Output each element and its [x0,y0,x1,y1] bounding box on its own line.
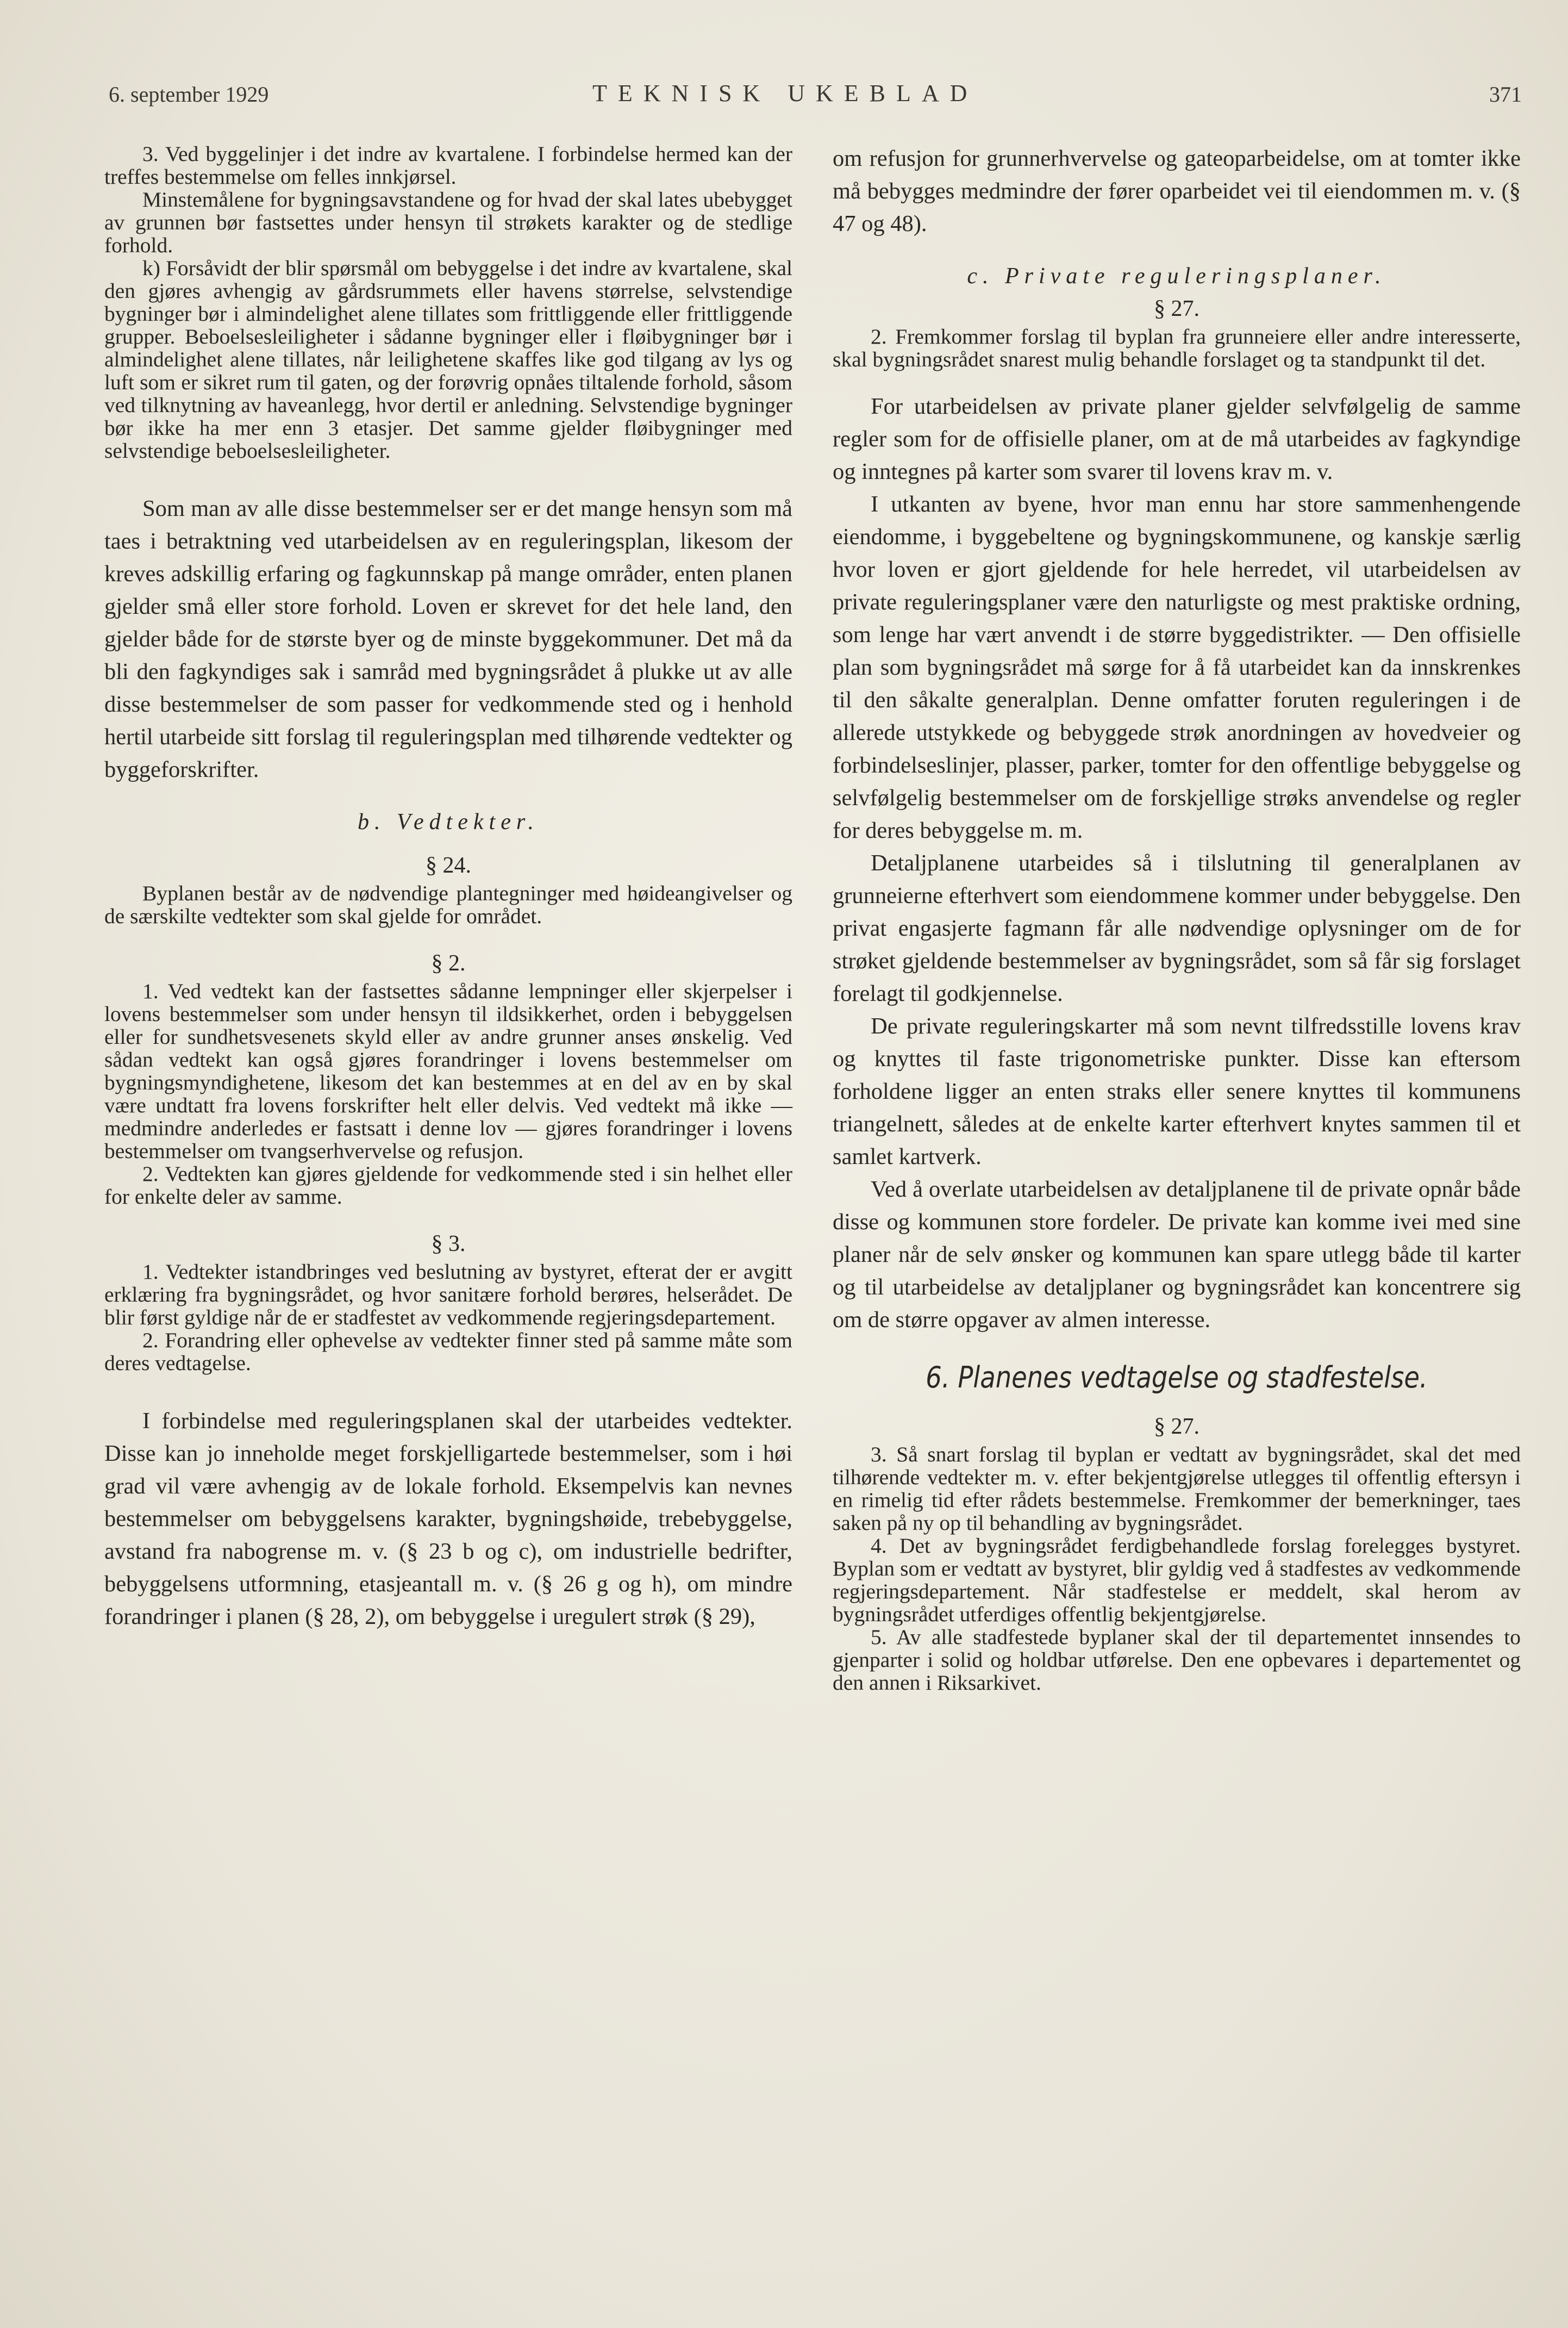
chapter-heading: 6. Planenes vedtagelse og stadfestelse. [926,1360,1428,1395]
paragraph: om refusjon for grunnerhvervelse og gateoparbeidelse, om at tomter ikke må bebygges medmindre der fører oparbeidet vei til eiendommen m. v. (§ 47 og 48). [833,146,1521,236]
paragraph-number: § 24. [426,853,471,878]
paragraph: Detaljplanene utarbeides så i tilslutning til generalplanen av grunneierne efterhvert som eiendommene kommer under bebyggelse. Den privat engasjerte fagmann får alle nødvendige oplysninger om de for strøket gjeldende bestemmelser av bygningsrådet, som så får sig forslaget forelagt til godkjennelse. [833,850,1521,1006]
paragraph: Ved å overlate utarbeidelsen av detaljplanene til de private opnår både disse og kommunen store fordeler. De private kan komme ivei med sine planer når de selv ønsker og kommunen kan spare utlegg både til karter og til utarbeidelse av detaljplaner og bygningsrådet kan koncentrere sig om de større opgaver av almen interesse. [833,1177,1521,1333]
paragraph: k) Forsåvidt der blir spørsmål om bebyggelse i det indre av kvartalene, skal den gjøres avhengig av gårdsrummets eller havens størrelse, selvstendige bygninger bør i almindelighet alene tillates som frittliggende eller frittliggende grupper. Beboelsesleiligheter i sådanne bygninger eller i fløibygninger bør i almindelighet alene tillates, når leilighetene skaffes like god tilgang av lys og luft som er sikret rum til gaten, og der forøvrig opnåes tiltalende forhold, såsom ved tilknytning av haveanlegg, hvor dertil er anledning. Selvstendige bygninger bør ikke ha mer enn 3 etasjer. Det samme gjelder fløibygninger med selvstendige beboelsesleiligheter. [104,256,792,463]
running-header [109,82,1522,120]
paragraph-number: § 3. [431,1231,466,1256]
paragraph: Som man av alle disse bestemmelser ser er det mange hensyn som må taes i betraktning ved utarbeidelsen av en reguleringsplan, likesom der kreves adskillig erfaring og fagkunnskap på mange områder, enten planen gjelder små eller store forhold. Loven er skrevet for det hele land, den gjelder både for de største byer og de minste byggekommuner. Det må da bli den fagkyndiges sak i samråd med bygningsrådet å plukke ut av alle disse bestemmelser de som passer for vedkommende sted og i henhold hertil utarbeide sitt forslag til reguleringsplan med tilhørende vedtekter og byggeforskrifter. [104,496,792,782]
paragraph: De private reguleringskarter må som nevnt tilfredsstille lovens krav og knyttes til faste trigonometriske punkter. Disse kan eftersom forholdene ligger an enten straks eller senere knyttes til kommunens triangelnett, således at de enkelte karter efterhvert knytes sammen til et samlet kartverk. [833,1013,1521,1169]
paragraph: 4. Det av bygningsrådet ferdigbehandlede forslag forelegges bystyret. Byplan som er vedtatt av bystyret, blir gyldig ved å stadfestes av vedkommende regjeringsdepartement. Når stadfestelse er meddelt, skal herom av bygningsrådet utferdiges offentlig bekjentgjørelse. [833,1534,1521,1626]
paragraph-number: § 27. [1154,1414,1200,1439]
section-heading-b: b. Vedtekter. [357,810,540,835]
paragraph: 1. Ved vedtekt kan der fastsettes sådanne lempninger eller skjerpelser i lovens bestemmelser som under hensyn til ildsikkerhet, orden i bebyggelsen eller for sundhetsvesenets skyld eller av andre grunner anses ønskelig. Ved sådan vedtekt kan også gjøres forandringer i lovens bestemmelser om bygningsmyndighetene, likesom det kan bestemmes at en del av en by skal være undtatt fra lovens forskrifter helt eller delvis. Ved vedtekt må ikke — medmindre anderledes er fastsatt i denne lov — gjøres forandringer i lovens bestemmelser om tvangserhvervelse og refusjon. [104,979,792,1163]
paragraph: I forbindelse med reguleringsplanen skal der utarbeides vedtekter. Disse kan jo inneholde meget forskjelligartede bestemmelser, som i høi grad vil være avhengig av de lokale forhold. Eksempelvis kan nevnes bestemmelser om bebyggelsens karakter, bygningshøide, trebebyggelse, avstand fra nabogrense m. v. (§ 23 b og c), om industrielle bedrifter, bebyggelsens utformning, etasjeantall m. v. (§ 26 g og h), om mindre forandringer i planen (§ 28, 2), om bebyggelse i uregulert strøk (§ 29), [104,1408,792,1629]
paragraph-number: § 2. [431,951,466,976]
paragraph: 2. Fremkommer forslag til byplan fra grunneiere eller andre interesserte, skal bygningsrådet snarest mulig behandle forslaget og ta standpunkt til det. [833,325,1521,371]
paragraph: I utkanten av byene, hvor man ennu har store sammenhengende eiendomme, i byggebeltene og bygningskommunene, og kanskje særlig hvor loven er gjort gjeldende for hele herredet, vil utarbeidelsen av private reguleringsplaner være den naturligste og mest praktiske ordning, som lenge har vært anvendt i de større byggedistrikter. — Den offisielle plan som bygningsrådet må sørge for å få utarbeidet kan da innskrenkes til den såkalte generalplan. Denne omfatter foruten reguleringen i de allerede utstykkede og bebyggede strøk anordningen av hovedveier og forbindelseslinjer, plasser, parker, tomter for den offentlige bebyggelse og selvfølgelig bestemmelser om de forskjellige strøks anvendelse og regler for deres bebyggelse m. m. [833,491,1521,843]
paragraph: Minstemålene for bygningsavstandene og for hvad der skal lates ubebygget av grunnen bør fastsettes under hensyn til strøkets karakter og de stedlige forhold. [104,188,792,257]
left-column [104,142,792,1633]
section-heading-c: c. Private reguleringsplaner. [967,264,1386,289]
right-column [833,142,1521,1694]
paragraph: 5. Av alle stadfestede byplaner skal der til departementet innsendes to gjenparter i solid og holdbar utførelse. Den ene opbevares i departementet og den annen i Riksarkivet. [833,1625,1521,1695]
journal-title: TEKNISK UKEBLAD [592,80,978,107]
issue-date: 6. september 1929 [109,82,269,107]
paragraph: Byplanen består av de nødvendige plantegninger med høideangivelser og de særskilte vedtekter som skal gjelde for området. [104,881,792,928]
page-number: 371 [1489,82,1522,107]
paragraph: 2. Vedtekten kan gjøres gjeldende for vedkommende sted i sin helhet eller for enkelte deler av samme. [104,1162,792,1209]
paragraph-number: § 27. [1154,296,1200,321]
paragraph: 1. Vedtekter istandbringes ved beslutning av bystyret, efterat der er avgitt erklæring fra bygningsrådet, og hvor sanitære forhold berøres, helserådet. De blir først gyldige når de er stadfestet av vedkommende regjeringsdepartement. [104,1260,792,1329]
paragraph: 2. Forandring eller ophevelse av vedtekter finner sted på samme måte som deres vedtagelse. [104,1328,792,1375]
paragraph: 3. Så snart forslag til byplan er vedtatt av bygningsrådet, skal det med tilhørende vedtekter m. v. efter bekjentgjørelse utlegges til offentlig eftersyn i en rimelig tid efter rådets bestemmelse. Fremkommer der bemerkninger, taes saken på ny op til behandling av bygningsrådet. [833,1442,1521,1535]
paragraph: 3. Ved byggelinjer i det indre av kvartalene. I forbindelse hermed kan der treffes bestemmelse om felles innkjørsel. [104,142,792,189]
paragraph: For utarbeidelsen av private planer gjelder selvfølgelig de samme regler som for de offisielle planer, om at de må utarbeides av fagkyndige og inntegnes på karter som svarer til lovens krav m. v. [833,394,1521,484]
